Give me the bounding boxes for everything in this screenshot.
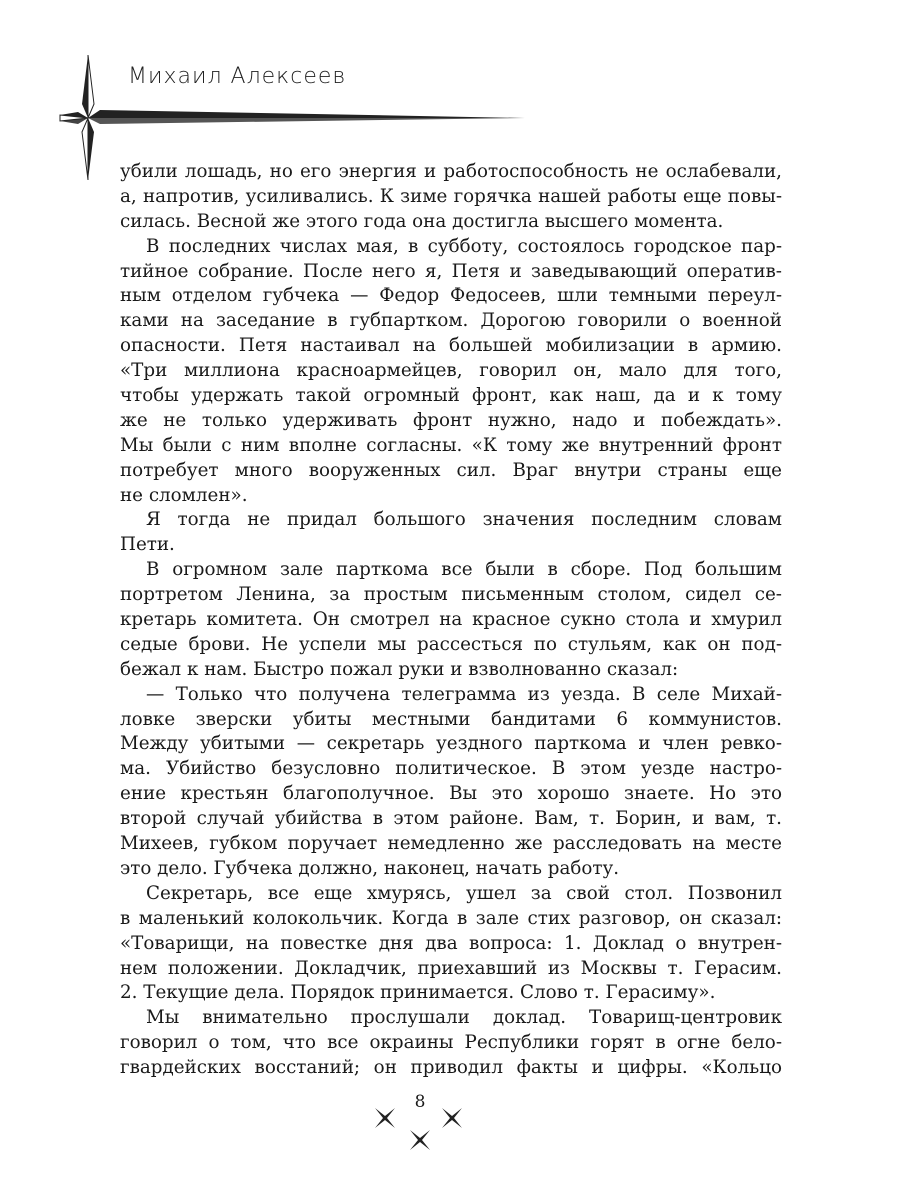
text-line: Пети. bbox=[120, 534, 175, 556]
text-line: потребует много вооруженных сил. Враг внутри страны еще bbox=[120, 459, 782, 481]
text-line: опасности. Петя настаивал на большей мобилизации в армию. bbox=[120, 335, 782, 357]
text-line: ловке зверски убиты местными бандитами 6 коммунистов. bbox=[120, 708, 782, 730]
text-line: ным отделом губчека — Федор Федосеев, шли темными переул- bbox=[120, 285, 782, 307]
text-line: «Три миллиона красноармейцев, говорил он, мало для того, bbox=[120, 360, 782, 382]
page-number: 8 bbox=[414, 1092, 426, 1112]
text-line: Мы были с ним вполне согласны. «К тому же внутренний фронт bbox=[120, 434, 782, 456]
text-line: кретарь комитета. Он смотрел на красное сукно стола и хмурил bbox=[120, 609, 782, 631]
star-icon bbox=[410, 1130, 430, 1150]
text-line: Секретарь, все еще хмурясь, ушел за свой стол. Позвонил bbox=[146, 882, 782, 904]
text-line: — Только что получена телеграмма из уезда. В селе Михай- bbox=[146, 683, 782, 705]
text-line: «Товарищи, на повестке дня два вопроса: 1. Доклад о внутрен- bbox=[120, 932, 782, 954]
star-icon bbox=[442, 1108, 462, 1128]
text-line: силась. Весной же этого года она достигла высшего момента. bbox=[120, 210, 724, 232]
text-line: бежал к нам. Быстро пожал руки и взволнованно сказал: bbox=[120, 658, 679, 680]
text-line: ма. Убийство безусловно политическое. В этом уезде настро- bbox=[120, 758, 782, 780]
paragraph bbox=[120, 882, 782, 1006]
text-line: а, напротив, усиливались. К зиме горячка нашей работы еще повы- bbox=[120, 185, 782, 207]
text-line: ение крестьян благополучное. Вы это хорошо знаете. Но это bbox=[120, 783, 782, 805]
text-line: чтобы удержать такой огромный фронт, как наш, да и к тому bbox=[120, 385, 782, 407]
text-line: 2. Текущие дела. Порядок принимается. Слово т. Герасиму». bbox=[120, 982, 716, 1004]
text-line: Я тогда не придал большого значения последним словам bbox=[146, 509, 782, 531]
text-line: нем положении. Докладчик, приехавший из Москвы т. Герасим. bbox=[120, 957, 782, 979]
body-text bbox=[120, 160, 782, 1081]
text-line: ками на заседание в губпартком. Дорогою говорили о военной bbox=[120, 310, 782, 332]
paragraph bbox=[120, 508, 782, 558]
text-line: тийное собрание. После него я, Петя и заведывающий оператив- bbox=[120, 260, 782, 282]
text-line: В огромном зале парткома все были в сборе. Под большим bbox=[146, 559, 782, 581]
text-line: второй случай убийства в этом районе. Вам, т. Борин, и вам, т. bbox=[120, 808, 782, 830]
paragraph bbox=[120, 160, 782, 235]
paragraph bbox=[120, 683, 782, 882]
text-line: седые брови. Не успели мы рассесться по стульям, как он под- bbox=[120, 633, 782, 655]
text-line: Михеев, губком поручает немедленно же расследовать на месте bbox=[120, 833, 782, 855]
text-line: же не только удерживать фронт нужно, надо и побеждать». bbox=[120, 409, 782, 431]
text-line: Мы внимательно прослушали доклад. Товарищ-центровик bbox=[146, 1007, 782, 1029]
star-icon bbox=[375, 1108, 395, 1128]
text-line: портретом Ленина, за простым письменным столом, сидел се- bbox=[120, 584, 782, 606]
text-line: в маленький колокольчик. Когда в зале стих разговор, он сказал: bbox=[120, 907, 782, 929]
paragraph bbox=[120, 1006, 782, 1081]
paragraph bbox=[120, 558, 782, 682]
text-line: В последних числах мая, в субботу, состоялось городское пар- bbox=[146, 235, 782, 257]
running-head-author: Михаил Алексеев bbox=[128, 64, 347, 89]
text-line: убили лошадь, но его энергия и работоспособность не ослабевали, bbox=[120, 161, 782, 182]
text-line: не сломлен». bbox=[120, 484, 248, 506]
paragraph bbox=[120, 235, 782, 509]
text-line: это дело. Губчека должно, наконец, начать работу. bbox=[120, 857, 620, 879]
text-line: гвардейских восстаний; он приводил факты и цифры. «Кольцо bbox=[120, 1057, 782, 1079]
text-line: говорил о том, что все окраины Республики горят в огне бело- bbox=[120, 1032, 782, 1054]
text-line: Между убитыми — секретарь уездного парткома и член ревко- bbox=[120, 733, 782, 755]
